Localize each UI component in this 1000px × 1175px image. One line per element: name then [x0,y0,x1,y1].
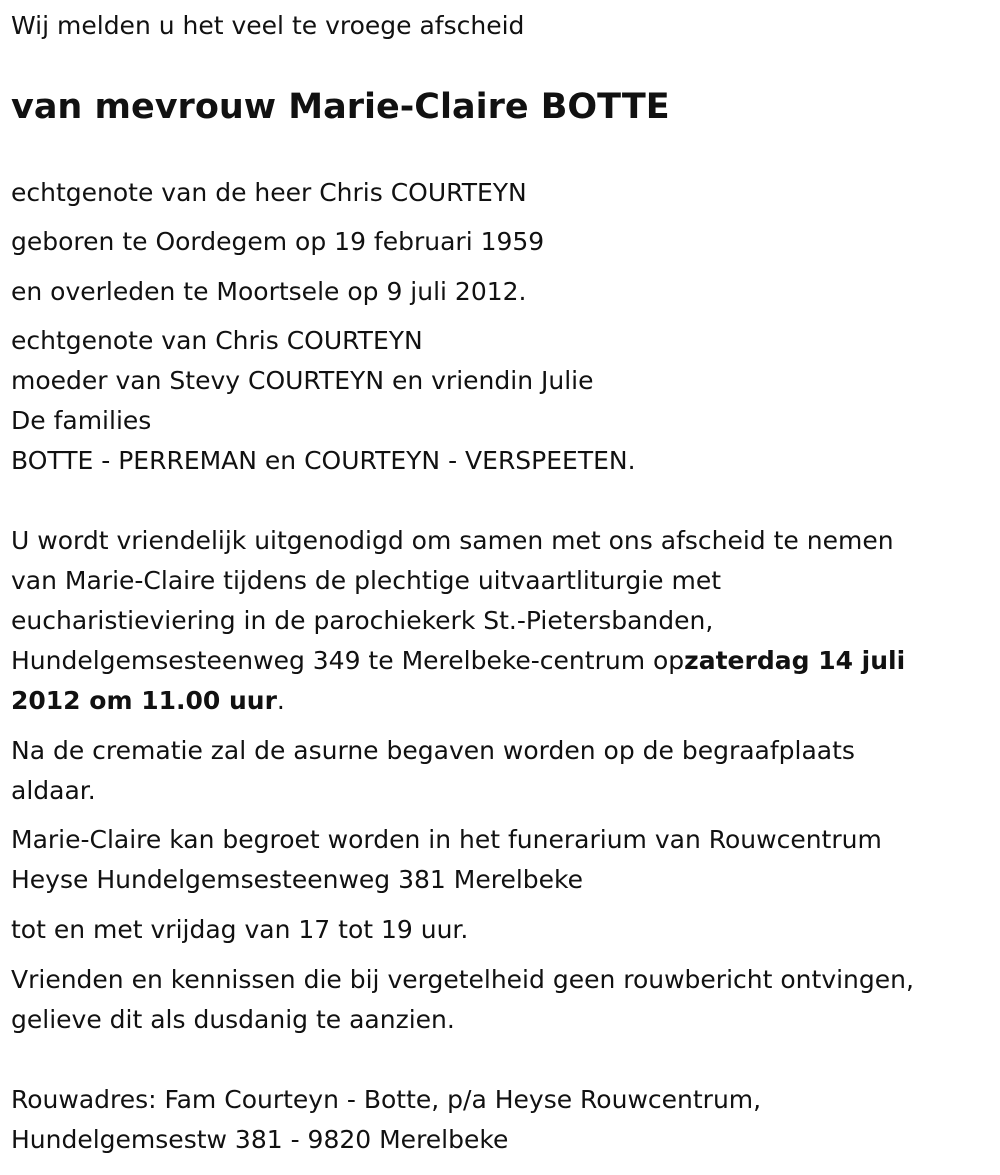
cremation-block [11,731,855,811]
visitation-block [11,820,882,900]
visitation-line: Heyse Hundelgemsesteenweg 381 Merelbeke [11,865,583,894]
address-block [11,1080,761,1160]
visitation-time: tot en met vrijdag van 17 tot 19 uur. [11,915,469,944]
family-line: BOTTE - PERREMAN en COURTEYN - VERSPEETEN. [11,446,636,475]
invitation-line [11,681,905,721]
family-line: echtgenote van Chris COURTEYN [11,326,423,355]
notice-block [11,960,914,1040]
family-line: moeder van Stevy COURTEYN en vriendin Julie [11,366,594,395]
invitation-address: Hundelgemsesteenweg 349 te Merelbeke-centrum op [11,646,685,675]
invitation-line: van Marie-Claire tijdens de plechtige uitvaartliturgie met [11,566,721,595]
visitation-line: Marie-Claire kan begroet worden in het funerarium van Rouwcentrum [11,825,882,854]
died-line: en overleden te Moortsele op 9 juli 2012. [11,277,527,306]
invitation-line: U wordt vriendelijk uitgenodigd om samen met ons afscheid te nemen [11,526,894,555]
invitation-line [11,641,905,681]
spouse-line: echtgenote van de heer Chris COURTEYN [11,178,527,207]
notice-line: Vrienden en kennissen die bij vergetelheid geen rouwbericht ontvingen, [11,965,914,994]
service-date: zaterdag 14 juli [684,646,906,675]
cremation-line: aldaar. [11,776,96,805]
page-title: van mevrouw Marie-Claire BOTTE [11,87,670,127]
born-line: geboren te Oordegem op 19 februari 1959 [11,227,545,256]
address-line: Rouwadres: Fam Courteyn - Botte, p/a Heyse Rouwcentrum, [11,1085,762,1114]
service-time: 2012 om 11.00 uur [11,686,277,715]
notice-line: gelieve dit als dusdanig te aanzien. [11,1005,455,1034]
address-line: Hundelgemsestw 381 - 9820 Merelbeke [11,1125,509,1154]
cremation-line: Na de crematie zal de asurne begaven worden op de begraafplaats [11,736,855,765]
invitation-block [11,521,905,721]
invitation-line: eucharistieviering in de parochiekerk St.-Pietersbanden, [11,606,714,635]
family-block [11,321,636,481]
family-line: De families [11,406,152,435]
intro-text: Wij melden u het veel te vroege afscheid [11,11,525,40]
invitation-period: . [276,686,285,715]
